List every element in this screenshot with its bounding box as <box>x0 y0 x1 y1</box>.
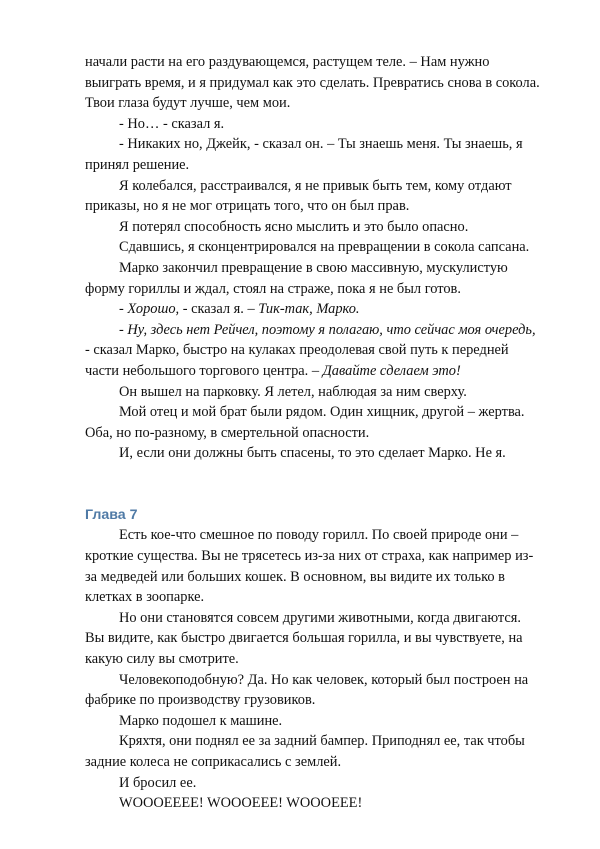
paragraph: - Никаких но, Джейк, - сказал он. – Ты знаешь меня. Ты знаешь, я принял решение. <box>85 136 523 173</box>
paragraph: Сдавшись, я сконцентрировался на превращении в сокола сапсана. <box>119 239 530 256</box>
italic-speech: Давайте сделаем это! <box>322 362 461 379</box>
paragraph: Мой отец и мой брат были рядом. Один хищник, другой – жертва. Оба, но по-разному, в смертельной опасности. <box>85 404 525 441</box>
paragraph: Есть кое-что смешное по поводу горилл. По своей природе они – кроткие существа. Вы не трясетесь из-за них от страха, как например из-за медведей или больших кошек. В основном, вы видите их только в клетках в зоопарке. <box>85 527 534 606</box>
paragraph: Но они становятся совсем другими животными, когда двигаются. Вы видите, как быстро двигается большая горилла, и вы чувствуете, на какую силу вы смотрите. <box>85 609 523 668</box>
italic-speech: - Хорошо, <box>119 301 180 318</box>
page-text <box>85 52 540 814</box>
paragraph: WOOOEEEE! WOOOEEE! WOOOEEE! <box>119 795 363 812</box>
italic-speech: - Ну, здесь нет Рейчел, поэтому я полагаю, что сейчас моя очередь, <box>119 321 536 338</box>
italic-speech: Тик-так, Марко. <box>258 301 360 318</box>
paragraph: И бросил ее. <box>119 774 197 791</box>
dialogue-paragraph <box>85 299 540 320</box>
narration: - сказал я. – <box>179 301 259 318</box>
narration: - сказал Марко, быстро на кулаках преодолевая свой путь к передней части небольшого торгового центра. – <box>85 342 509 379</box>
paragraph: Марко закончил превращение в свою массивную, мускулистую форму гориллы и ждал, стоял на страже, пока я не был готов. <box>85 259 508 297</box>
paragraph: начали расти на его раздувающемся, растущем теле. – Нам нужно выиграть время, и я придумал как это сделать. Превратись снова в сокола. Твои глаза будут лучше, чем мои. <box>85 54 540 112</box>
paragraph: И, если они должны быть спасены, то это сделает Марко. Не я. <box>119 445 506 462</box>
paragraph: Я потерял способность ясно мыслить и это было опасно. <box>119 218 469 235</box>
chapter-heading: Глава 7 <box>85 506 138 523</box>
paragraph: - Но… - сказал я. <box>119 115 225 132</box>
paragraph: Человекоподобную? Да. Но как человек, который был построен на фабрике по производству грузовиков. <box>85 671 529 709</box>
dialogue-paragraph <box>85 320 540 382</box>
paragraph: Марко подошел к машине. <box>119 712 283 729</box>
paragraph: Он вышел на парковку. Я летел, наблюдая за ним сверху. <box>119 383 467 400</box>
paragraph: Кряхтя, они поднял ее за задний бампер. Приподнял ее, так чтобы задние колеса не соприкасались с землей. <box>85 733 525 770</box>
section-gap <box>85 464 540 505</box>
paragraph: Я колебался, расстраивался, я не привык быть тем, кому отдают приказы, но я не мог отрицать того, что он был прав. <box>85 177 512 215</box>
